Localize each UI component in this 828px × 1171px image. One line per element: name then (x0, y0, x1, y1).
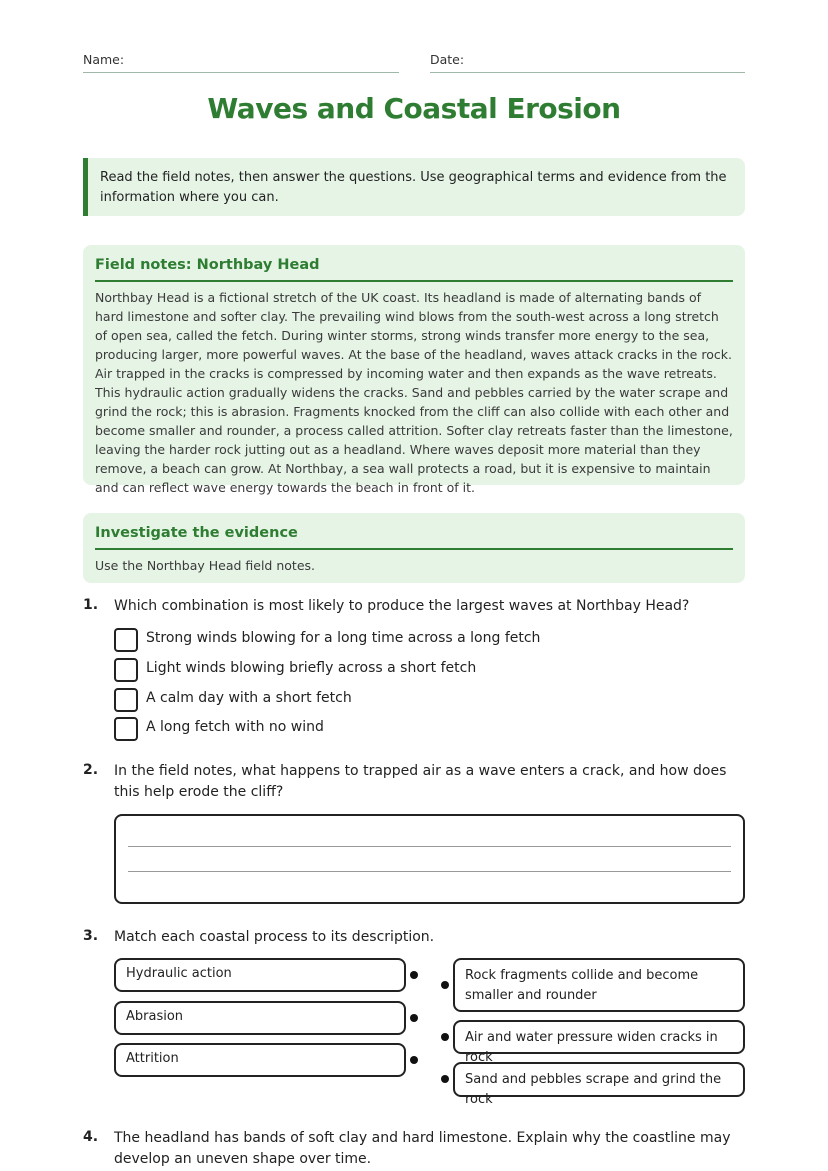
worksheet-title: Waves and Coastal Erosion (207, 92, 621, 125)
name-date-row (83, 52, 745, 74)
date-label: Date: (430, 52, 465, 67)
checkbox[interactable] (114, 628, 138, 652)
match-dot-left[interactable] (410, 971, 418, 979)
investigate-panel (83, 513, 745, 583)
answer-box[interactable] (114, 814, 745, 904)
name-label: Name: (83, 52, 125, 67)
question-4-number: 4. (83, 1129, 99, 1145)
q1-option-label: A calm day with a short fetch (146, 690, 352, 706)
match-term-abrasion[interactable]: Abrasion (114, 1001, 406, 1035)
q1-option-label: A long fetch with no wind (146, 719, 324, 735)
match-dot-right[interactable] (441, 1075, 449, 1083)
match-term-hydraulic-action[interactable]: Hydraulic action (114, 958, 406, 992)
investigate-text: Use the Northbay Head field notes. (95, 558, 315, 573)
question-2-number: 2. (83, 762, 99, 778)
match-description-3[interactable]: Sand and pebbles scrape and grind the rock (453, 1062, 745, 1097)
match-dot-right[interactable] (441, 981, 449, 989)
match-dot-right[interactable] (441, 1033, 449, 1041)
question-3-number: 3. (83, 928, 99, 944)
checkbox[interactable] (114, 688, 138, 712)
question-4-text: The headland has bands of soft clay and hard limestone. Explain why the coastline may develop an uneven shape over time. (114, 1130, 731, 1167)
q1-option-3[interactable] (114, 688, 674, 712)
field-notes-heading: Field notes: Northbay Head (95, 257, 733, 282)
name-field[interactable] (83, 52, 399, 73)
instructions-box: Read the field notes, then answer the questions. Use geographical terms and evidence from the information where you can. (83, 158, 745, 216)
q1-option-2[interactable] (114, 658, 674, 682)
question-1-text: Which combination is most likely to produce the largest waves at Northbay Head? (114, 598, 690, 614)
q1-option-label: Strong winds blowing for a long time across a long fetch (146, 630, 541, 646)
match-dot-left[interactable] (410, 1056, 418, 1064)
answer-line (128, 871, 731, 872)
match-description-2[interactable]: Air and water pressure widen cracks in rock (453, 1020, 745, 1054)
q1-option-label: Light winds blowing briefly across a short fetch (146, 660, 477, 676)
question-2-text: In the field notes, what happens to trapped air as a wave enters a crack, and how does this help erode the cliff? (114, 763, 727, 800)
question-3-text: Match each coastal process to its description. (114, 929, 435, 945)
q1-option-4[interactable] (114, 717, 674, 741)
question-1-number: 1. (83, 597, 99, 613)
checkbox[interactable] (114, 658, 138, 682)
match-description-1[interactable]: Rock fragments collide and become smaller and rounder (453, 958, 745, 1012)
checkbox[interactable] (114, 717, 138, 741)
field-notes-panel (83, 245, 745, 495)
answer-line (128, 846, 731, 847)
date-field[interactable] (430, 52, 745, 73)
field-notes-text: Northbay Head is a fictional stretch of the UK coast. Its headland is made of alternating bands of hard limestone and softer clay. The prevailing wind blows from the south-west across a long stretch of open sea, called the fetch. During winter storms, strong winds transfer more energy to the sea, producing larger, more powerful waves. At the base of the headland, waves attack cracks in the rock. Air trapped in the cracks is compressed by incoming water and then expands as the wave retreats. This hydraulic action gradually widens the cracks. Sand and pebbles carried by the water scrape and grind the rock; this is abrasion. Fragments knocked from the cliff can also collide with each other and become smaller and rounder, a process called attrition. Softer clay retreats faster than the limestone, leaving the harder rock jutting out as a headland. Where waves deposit more material than they remove, a beach can grow. At Northbay, a sea wall protects a road, but it is expensive to maintain and can reflect wave energy towards the beach in front of it. (95, 290, 733, 495)
match-dot-left[interactable] (410, 1014, 418, 1022)
q1-option-1[interactable] (114, 628, 674, 652)
match-term-attrition[interactable]: Attrition (114, 1043, 406, 1077)
investigate-heading: Investigate the evidence (95, 525, 733, 550)
